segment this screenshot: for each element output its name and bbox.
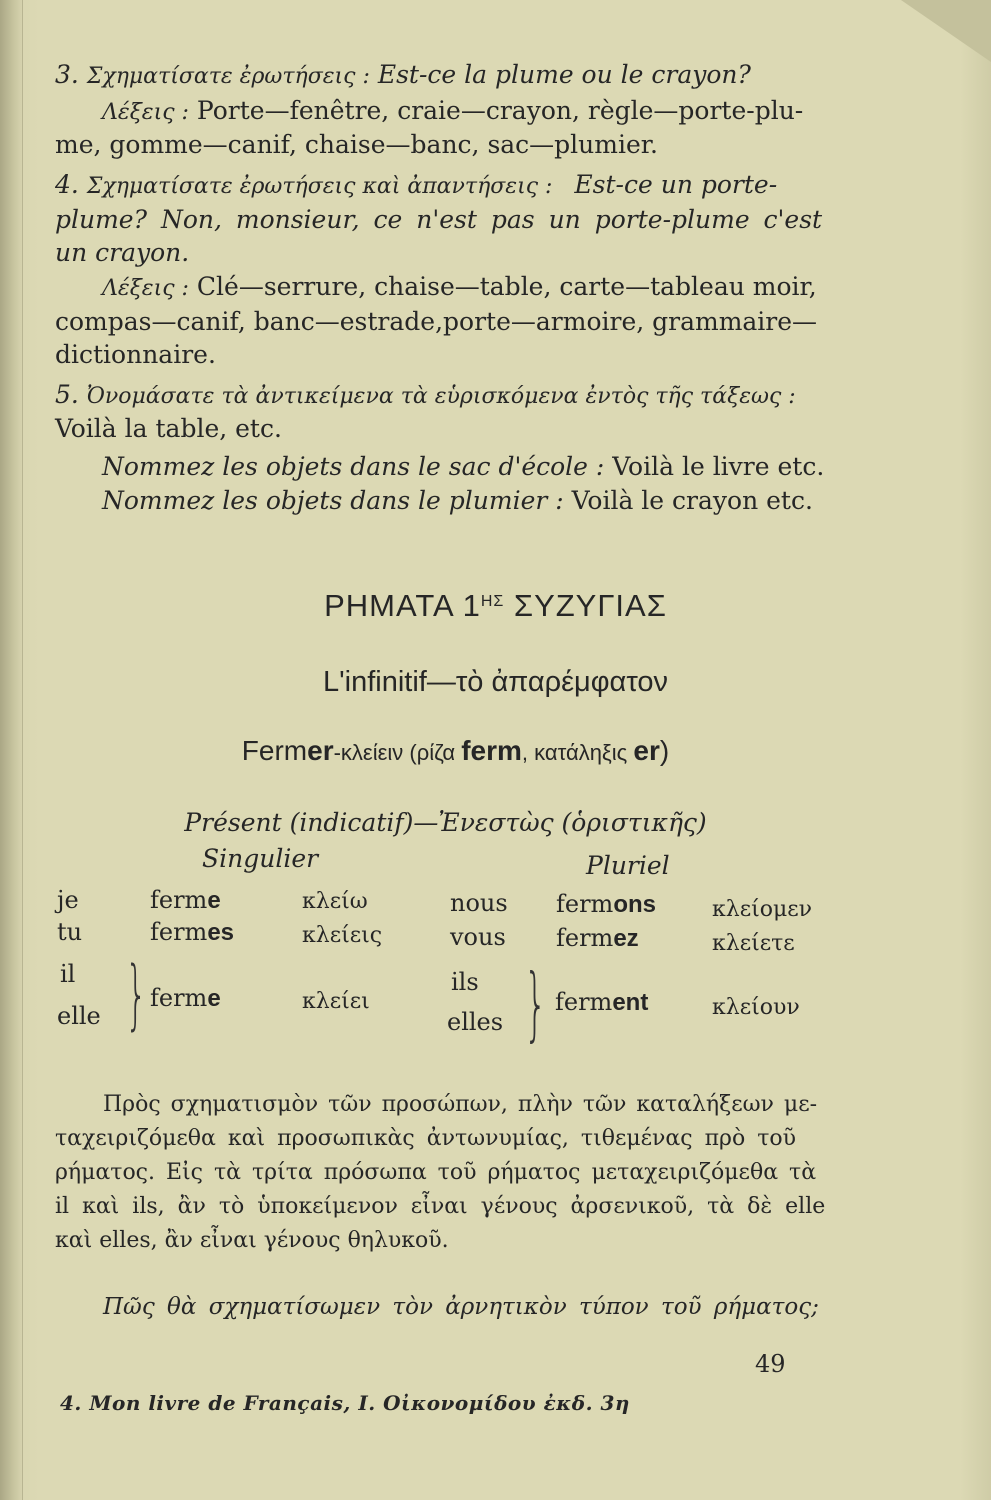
example-french: Est-ce un porte- [574,170,778,199]
footer-signature: 4. Mon livre de Français, I. Οἰκονομίδου ἐκδ. 3η [60,1391,630,1415]
plural-label: Pluriel [586,851,670,880]
exercise-number: 5. [55,380,79,409]
pronoun: tu [57,918,83,946]
exercise-4-words-3: dictionnaire. [55,340,216,369]
word-list: Porte—fenêtre, craie—crayon, règle—porte-plu- [196,96,804,125]
question-french: Nommez les objets dans le sac d'école : [102,452,605,481]
answer-french: Voilà le livre etc. [612,452,825,481]
pronoun-il: il [60,960,76,988]
stem: ferm [556,890,614,918]
exercise-3-words-1 [102,96,803,128]
answer-french: Voilà le crayon etc. [571,486,813,515]
stem: ferm [150,984,208,1012]
exercise-5-instruction [55,380,796,412]
infinitif-title: L'infinitif—τὸ ἀπαρέμφατον [322,666,668,698]
tense-title: Présent (indicatif)—Ἐνεστὼς (ὁριστικῆς) [184,808,707,837]
verb-form [150,886,221,915]
note-line-3: ρήματος. Εἰς τὰ τρίτα πρόσωπα τοῦ ρήματος μεταχειριζόμεθα τὰ [55,1160,817,1185]
ending: e [207,985,221,1012]
exercise-5-q2 [102,486,813,516]
exercise-4-example-2: plume? Non, monsieur, ce n'est pas un porte-plume c'est [55,205,823,234]
lexeis-label: Λέξεις : [102,100,189,125]
question-french: Nommez les objets dans le plumier : [102,486,564,515]
heading-superscript: ΗΣ [480,593,505,610]
instruction-greek: Ὀνομάσατε τὰ ἀντικείμενα τὰ εὑρισκόμενα ἐντὸς τῆς τάξεως : [86,384,796,409]
verb-gloss: -κλείειν (ρίζα [333,740,462,765]
exercise-number: 4. [55,170,79,199]
page-number: 49 [755,1350,786,1378]
greek-form: κλείω [302,889,368,914]
ending: ent [612,989,649,1016]
instruction-greek: Σχηματίσατε ἐρωτήσεις καὶ ἀπαντήσεις : [86,174,553,199]
folded-corner [901,0,991,62]
exercise-5-q1 [102,452,824,482]
stem: ferm [150,918,208,946]
stem: ferm [555,988,613,1016]
ending: es [207,919,235,946]
ending-label: , κατάληξις [521,740,634,765]
brace-plural: } [523,957,547,1050]
plural-pronoun: vous [450,923,506,951]
stem: ferm [556,924,614,952]
brace-singular: } [125,949,148,1038]
note-line-5: καὶ elles, ἂν εἶναι γένους θηλυκοῦ. [55,1228,449,1253]
note-line-4: il καὶ ils, ἂν τὸ ὑποκείμενον εἶναι γένους ἀρσενικοῦ, τὰ δὲ elle [55,1194,826,1219]
note-line-2: ταχειριζόμεθα καὶ προσωπικὰς ἀντωνυμίας, τιθεμένας πρὸ τοῦ [55,1126,797,1151]
lexeis-label: Λέξεις : [102,276,189,301]
pronoun-elle: elle [57,1002,101,1030]
greek-form: κλείει [302,989,370,1014]
section-heading [0,588,991,624]
exercise-4-example-3: un crayon. [55,238,190,267]
plural-greek-form: κλείετε [712,931,795,956]
word-list: Clé—serrure, chaise—table, carte—tableau moir, [196,272,817,301]
plural-pronoun-elles: elles [447,1008,504,1036]
heading-text-rest: ΣΥΖΥΓΙΑΣ [513,588,667,623]
ending-bold: er [633,735,660,766]
plural-pronoun-ils: ils [451,968,479,996]
ending: e [207,887,221,914]
exercise-4-instruction [55,170,777,202]
plural-verb-form [555,988,648,1017]
note-line-1: Πρὸς σχηματισμὸν τῶν προσώπων, πλὴν τῶν καταλήξεων με- [103,1092,818,1117]
exercise-4-words-2: compas—canif, banc—estrade,porte—armoire, grammaire— [55,307,818,336]
singular-label: Singulier [202,844,319,873]
exercise-5-answer: Voilà la table, etc. [55,414,282,443]
exercise-3-instruction [55,60,751,92]
exercise-3-words-2: me, gomme—canif, chaise—banc, sac—plumier. [55,130,658,159]
ending: ons [613,891,656,918]
verb-title [0,735,951,767]
root-bold: ferm [461,735,522,766]
heading-text: ΡΗΜΑΤΑ 1 [324,588,481,623]
plural-greek-form: κλείομεν [712,897,813,922]
plural-verb-form [556,924,639,953]
plural-greek-form: κλείουν [712,995,800,1020]
close-paren: ) [659,735,670,766]
verb-form [150,918,234,947]
exercise-4-words-1 [102,272,817,304]
pronoun: je [57,886,79,914]
stem: ferm [150,886,208,914]
instruction-greek: Σχηματίσατε ἐρωτήσεις : [86,64,370,89]
question-negative-form: Πῶς θὰ σχηματίσωμεν τὸν ἀρνητικὸν τύπον τοῦ ρήματος; [103,1294,819,1320]
verb-ending: er [307,735,334,766]
exercise-number: 3. [55,60,79,89]
ending: ez [613,925,639,952]
verb-form [150,984,221,1013]
plural-pronoun: nous [450,889,508,917]
greek-form: κλείεις [302,923,383,948]
plural-verb-form [556,890,656,919]
example-french: Est-ce la plume ou le crayon? [377,60,751,89]
verb-stem: Ferm [241,735,308,766]
